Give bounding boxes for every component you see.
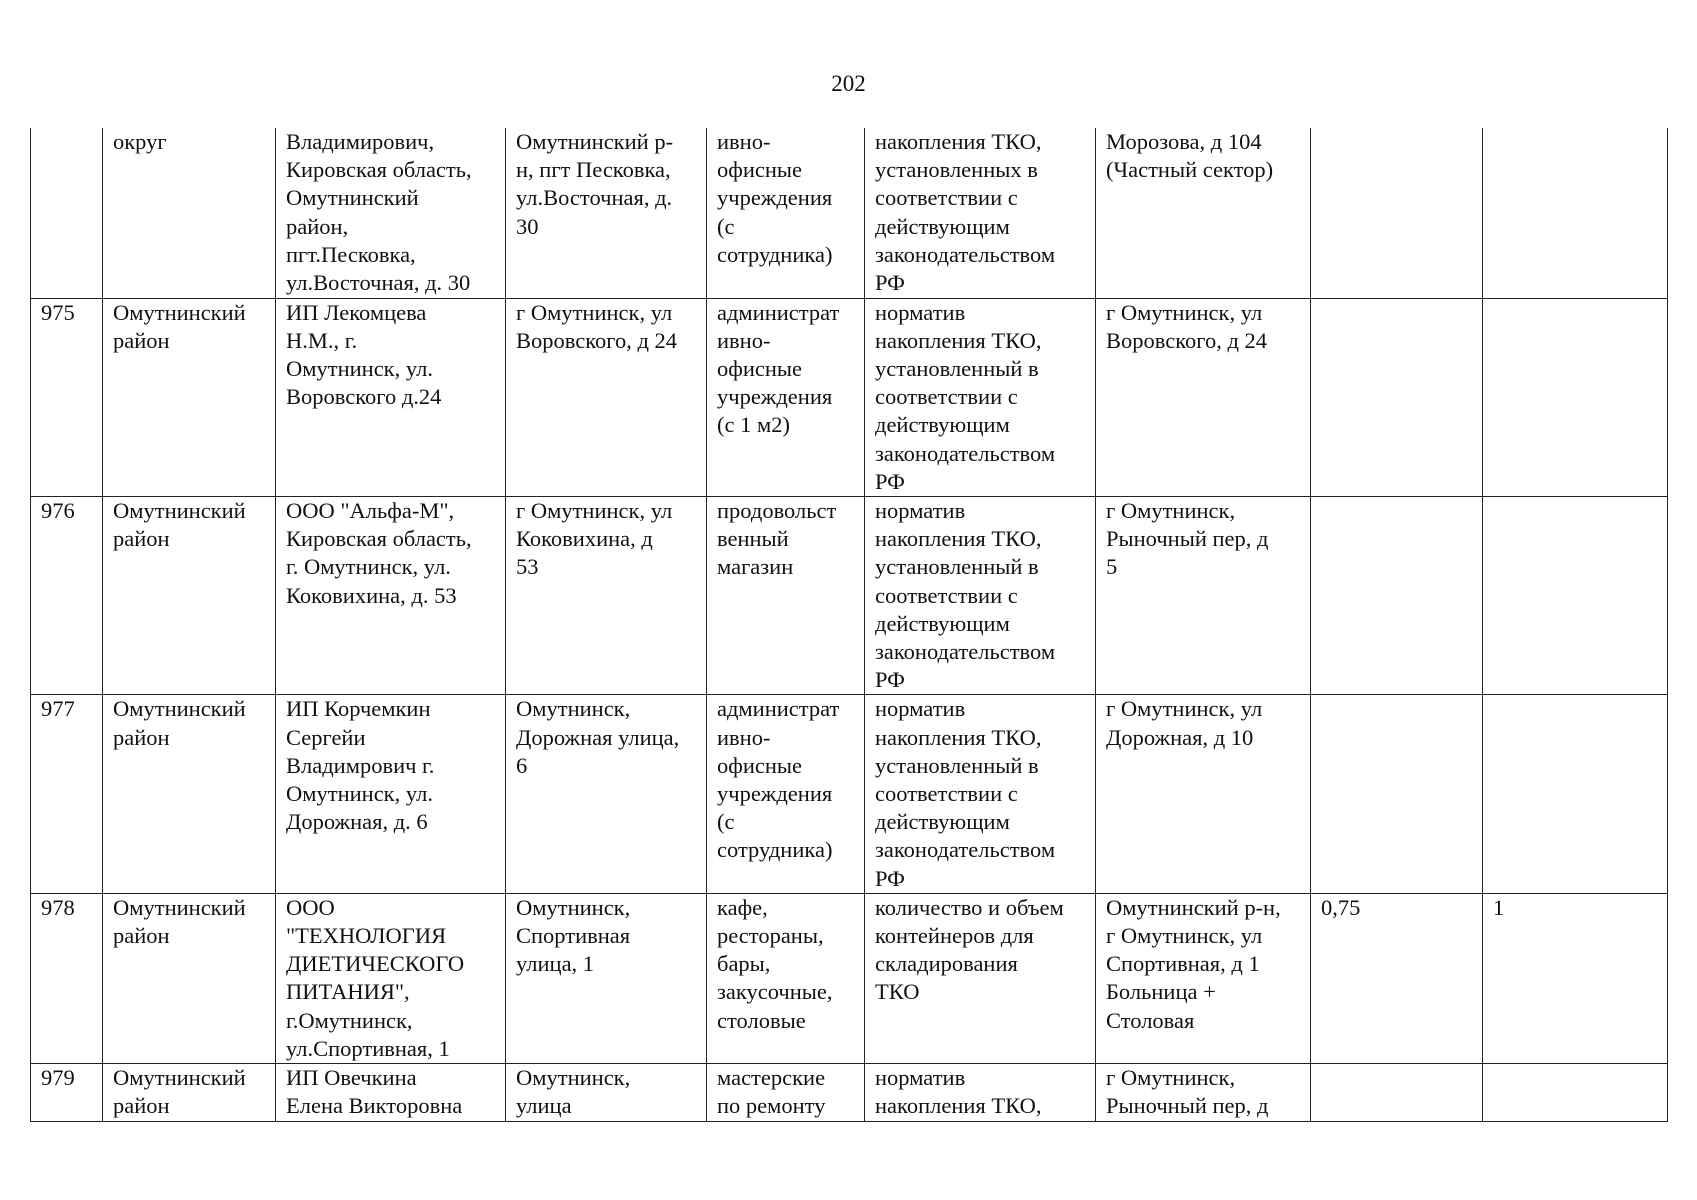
cell-volume <box>1311 298 1483 496</box>
cell-number: 979 <box>31 1063 103 1121</box>
cell-category: кафе, рестораны, бары, закусочные, столовые <box>707 893 865 1063</box>
cell-count <box>1483 128 1668 298</box>
cell-number <box>31 128 103 298</box>
cell-method: норматив накопления ТКО, <box>865 1063 1096 1121</box>
cell-volume: 0,75 <box>1311 893 1483 1063</box>
table-row <box>31 128 1668 298</box>
cell-category: администрат ивно- офисные учреждения (с 1 м2) <box>707 298 865 496</box>
cell-site: г Омутнинск, Рыночный пер, д <box>1096 1063 1311 1121</box>
cell-count <box>1483 298 1668 496</box>
cell-category: мастерские по ремонту <box>707 1063 865 1121</box>
cell-volume <box>1311 695 1483 893</box>
page-number: 202 <box>831 71 866 96</box>
cell-category: администрат ивно- офисные учреждения (с сотрудника) <box>707 695 865 893</box>
cell-owner: ИП Лекомцева Н.М., г. Омутнинск, ул. Воровского д.24 <box>276 298 506 496</box>
cell-volume <box>1311 1063 1483 1121</box>
cell-district: округ <box>103 128 276 298</box>
cell-method: количество и объем контейнеров для складирования ТКО <box>865 893 1096 1063</box>
cell-address: г Омутнинск, ул Воровского, д 24 <box>506 298 707 496</box>
cell-district: Омутнинский район <box>103 496 276 694</box>
cell-site: г Омутнинск, Рыночный пер, д 5 <box>1096 496 1311 694</box>
table-row <box>31 893 1668 1063</box>
cell-district: Омутнинский район <box>103 893 276 1063</box>
cell-method: накопления ТКО, установленных в соответствии с действующим законодательством РФ <box>865 128 1096 298</box>
waste-site-registry-table <box>30 128 1668 1122</box>
cell-number: 976 <box>31 496 103 694</box>
cell-district: Омутнинский район <box>103 1063 276 1121</box>
cell-site: г Омутнинск, ул Воровского, д 24 <box>1096 298 1311 496</box>
cell-method: норматив накопления ТКО, установленный в соответствии с действующим законодательством РФ <box>865 695 1096 893</box>
cell-number: 975 <box>31 298 103 496</box>
cell-owner: ООО "Альфа-М", Кировская область, г. Омутнинск, ул. Коковихина, д. 53 <box>276 496 506 694</box>
table-row <box>31 1063 1668 1121</box>
table-row <box>31 695 1668 893</box>
cell-district: Омутнинский район <box>103 695 276 893</box>
cell-address: Омутнинский р- н, пгт Песковка, ул.Восточная, д. 30 <box>506 128 707 298</box>
cell-method: норматив накопления ТКО, установленный в соответствии с действующим законодательством РФ <box>865 496 1096 694</box>
cell-category: продовольст венный магазин <box>707 496 865 694</box>
table-row <box>31 496 1668 694</box>
cell-count <box>1483 1063 1668 1121</box>
cell-site: г Омутнинск, ул Дорожная, д 10 <box>1096 695 1311 893</box>
cell-address: Омутнинск, улица <box>506 1063 707 1121</box>
cell-site: Морозова, д 104 (Частный сектор) <box>1096 128 1311 298</box>
cell-district: Омутнинский район <box>103 298 276 496</box>
cell-count: 1 <box>1483 893 1668 1063</box>
cell-volume <box>1311 496 1483 694</box>
table-row <box>31 298 1668 496</box>
cell-count <box>1483 496 1668 694</box>
cell-number: 977 <box>31 695 103 893</box>
cell-owner: ИП Корчемкин Сергейи Владимрович г. Омутнинск, ул. Дорожная, д. 6 <box>276 695 506 893</box>
cell-address: Омутнинск, Дорожная улица, 6 <box>506 695 707 893</box>
cell-owner: ООО "ТЕХНОЛОГИЯ ДИЕТИЧЕСКОГО ПИТАНИЯ", г.Омутнинск, ул.Спортивная, 1 <box>276 893 506 1063</box>
cell-owner: ИП Овечкина Елена Викторовна <box>276 1063 506 1121</box>
cell-method: норматив накопления ТКО, установленный в соответствии с действующим законодательством РФ <box>865 298 1096 496</box>
cell-site: Омутнинский р-н, г Омутнинск, ул Спортивная, д 1 Больница + Столовая <box>1096 893 1311 1063</box>
cell-count <box>1483 695 1668 893</box>
cell-address: Омутнинск, Спортивная улица, 1 <box>506 893 707 1063</box>
cell-category: ивно- офисные учреждения (с сотрудника) <box>707 128 865 298</box>
cell-owner: Владимирович, Кировская область, Омутнинский район, пгт.Песковка, ул.Восточная, д. 30 <box>276 128 506 298</box>
cell-address: г Омутнинск, ул Коковихина, д 53 <box>506 496 707 694</box>
cell-volume <box>1311 128 1483 298</box>
cell-number: 978 <box>31 893 103 1063</box>
